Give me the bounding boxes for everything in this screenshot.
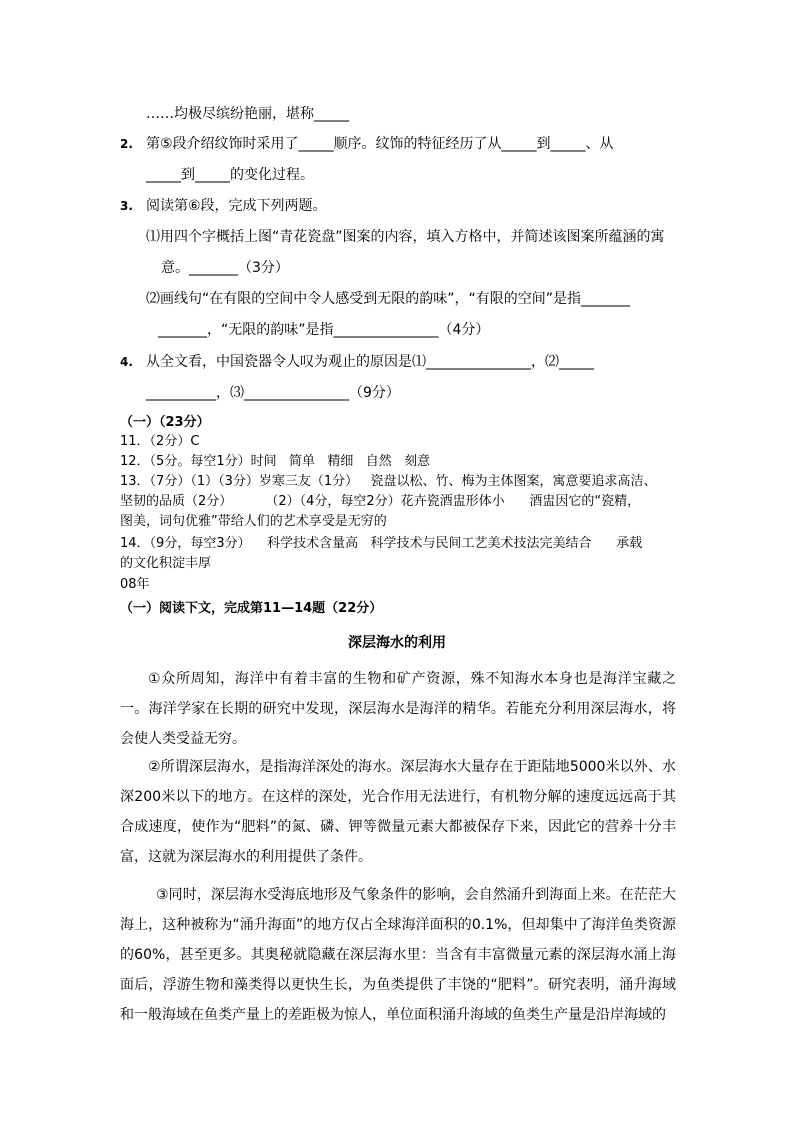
paragraph-3: ③同时，深层海水受海底地形及气象条件的影响，会自然涌升到海面上来。在茫茫大海上，这种被称为“涌升海面”的地方仅占全球海洋面积的0.1%，但却集中了海洋鱼类资源的60%，甚至更多。其奥秘就隐藏在深层海水里：当含有丰富微量元素的深层海水涌上海面后，浮游生物和藻类得以更快生长，为鱼类提供了丰饶的“肥料”。研究表明，涌升海域和一般海域在鱼类产量上的差距极为惊人，单位面积涌升海域的鱼类生产量是沿岸海域的 [120, 887, 676, 1023]
question-4-line-2: __________，⑶_______________（9分） [146, 385, 400, 401]
question-3-sub2-line-2: _______，“无限的韵味”是指_______________（4分） [158, 322, 490, 338]
answer-13-line-3: 图美，词句优雅”带给人们的艺术享受是无穷的 [120, 514, 387, 529]
question-3-sub2-line-1: ⑵画线句“在有限的空间中令人感受到无限的韵味”，“有限的空间”是指_______ [146, 291, 631, 307]
question-line-0: ……均极尽缤纷艳丽，堪称_____ [146, 106, 349, 122]
passage-title: 深层海水的利用 [348, 635, 446, 651]
question-3-sub1-line-2: 意。_______（3分） [161, 260, 289, 276]
question-2-line-1: 第⑤段介绍纹饰时采用了_____顺序。纹饰的特征经历了从_____到_____、从 [146, 136, 614, 152]
answer-13-line-1: 13．（7分）（1）（3分）岁寒三友（1分） 瓷盘以松、竹、梅为主体图案，寓意要追求高洁、 [120, 474, 657, 489]
answer-13-line-2: 坚韧的品质（2分） （2）（4分，每空2分）花卉瓷酒盅形体小 酒盅因它的“瓷精， [120, 494, 641, 509]
answer-12: 12．（5分。每空1分）时间 简单 精细 自然 刻意 [120, 454, 431, 469]
paragraph-2: ②所谓深层海水，是指海洋深处的海水。深层海水大量存在于距陆地5000米以外、水深200米以下的地方。在这样的深处，光合作用无法进行，有机物分解的速度远远高于其合成速度，使作为“肥料”的氮、磷、钾等微量元素大都被保存下来，因此它的营养十分丰富，这就为深层海水的利用提供了条件。 [120, 759, 676, 865]
year-label: 08年 [120, 577, 150, 592]
question-3-line-1: 阅读第⑥段，完成下列两题。 [146, 198, 327, 214]
answers-header: （一）（23分） [120, 415, 210, 430]
question-2-line-2: _____到_____的变化过程。 [146, 167, 314, 183]
paragraph-1: ①众所周知，海洋中有着丰富的生物和矿产资源，殊不知海水本身也是海洋宝藏之一。海洋学家在长期的研究中发现，深层海水是海洋的精华。若能充分利用深层海水，将会使人类受益无穷。 [120, 671, 676, 747]
question-4-line-1: 从全文看，中国瓷器令人叹为观止的原因是⑴_______________，⑵_____ [146, 354, 594, 370]
reading-instruction: （一）阅读下文，完成第11—14题（22分） [120, 601, 383, 616]
answer-14-line-1: 14．（9分，每空3分） 科学技术含量高 科学技术与民间工艺美术技法完美结合 承载 [120, 536, 643, 551]
question-number-4: 4. [120, 355, 133, 369]
question-3-sub1-line-1: ⑴用四个字概括上图“青花瓷盘”图案的内容，填入方格中，并简述该图案所蕴涵的寓 [146, 229, 665, 245]
answer-14-line-2: 的文化积淀丰厚 [120, 556, 212, 571]
question-number-2: 2. [120, 137, 133, 151]
answer-11: 11．（2分）C [120, 434, 200, 449]
question-number-3: 3. [120, 199, 133, 213]
